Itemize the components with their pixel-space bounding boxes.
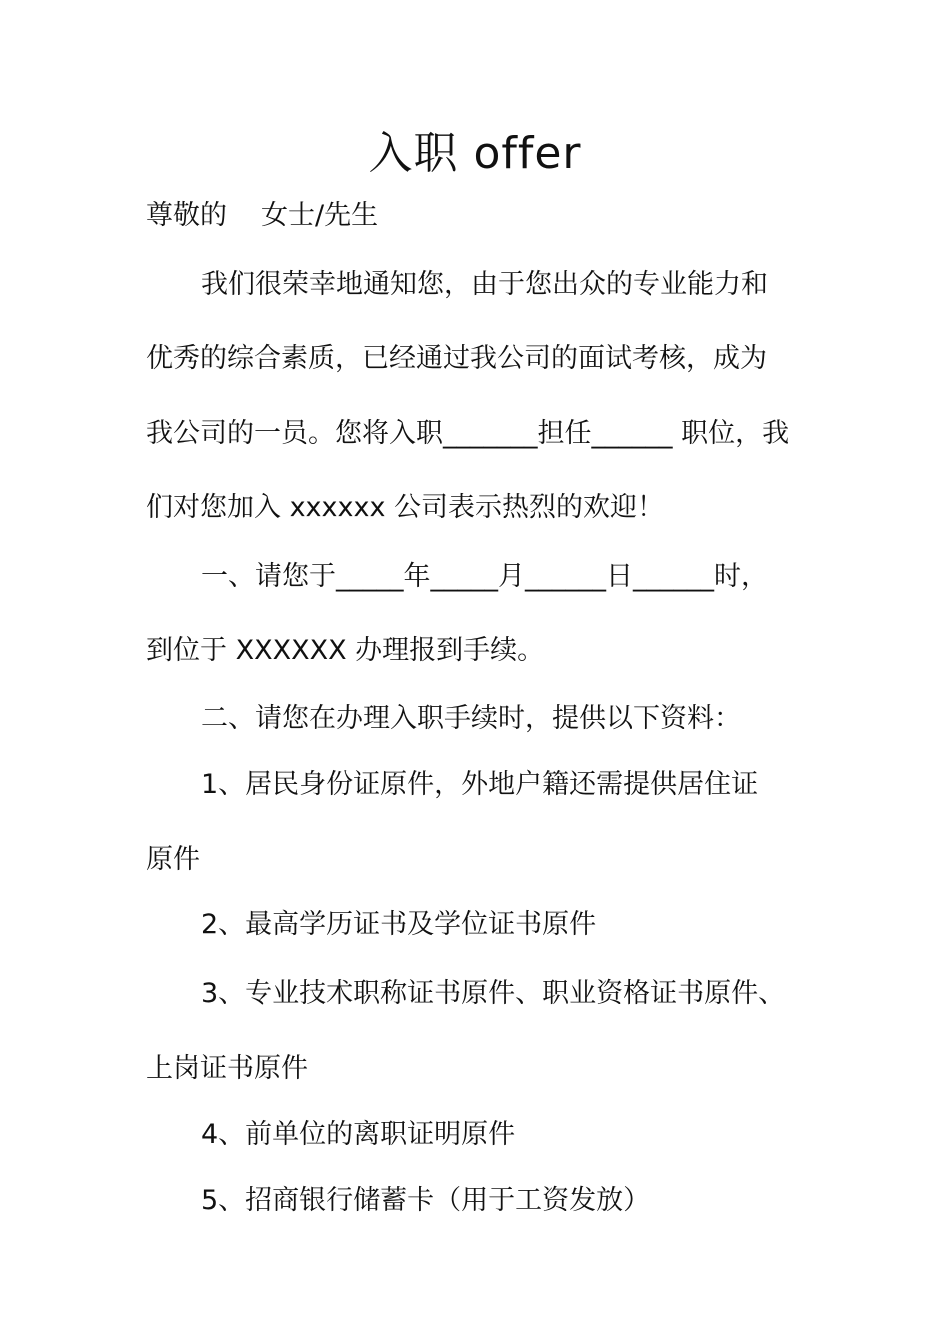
materials-heading: 二、请您在办理入职手续时，提供以下资料： (201, 703, 741, 734)
paragraph-line: 优秀的综合素质，已经通过我公司的面试考核，成为 (146, 343, 767, 374)
salutation (146, 198, 378, 234)
paragraph-line: 我们很荣幸地通知您，由于您出众的专业能力和 (201, 269, 768, 300)
material-item: 1、居民身份证原件，外地户籍还需提供居住证 (201, 769, 759, 800)
report-location-line: 到位于 XXXXXX 办理报到手续。 (146, 635, 545, 666)
paragraph-line: 我公司的一员。您将入职_______担任______ 职位，我 (146, 418, 790, 449)
salutation-suffix: 女士/先生 (261, 200, 379, 231)
material-item: 3、专业技术职称证书原件、职业资格证书原件、 (201, 978, 786, 1009)
salutation-prefix: 尊敬的 (146, 200, 227, 231)
material-item: 5、招商银行储蓄卡（用于工资发放） (201, 1185, 651, 1216)
material-item: 2、最高学历证书及学位证书原件 (201, 909, 597, 940)
paragraph-line: 们对您加入 xxxxxx 公司表示热烈的欢迎！ (146, 492, 665, 523)
document-title: 入职 offer (368, 128, 582, 179)
material-item-continued: 原件 (146, 844, 200, 875)
material-item: 4、前单位的离职证明原件 (201, 1119, 516, 1150)
report-date-line: 一、请您于_____年_____月______日______时， (201, 561, 768, 592)
material-item-continued: 上岗证书原件 (146, 1053, 308, 1084)
